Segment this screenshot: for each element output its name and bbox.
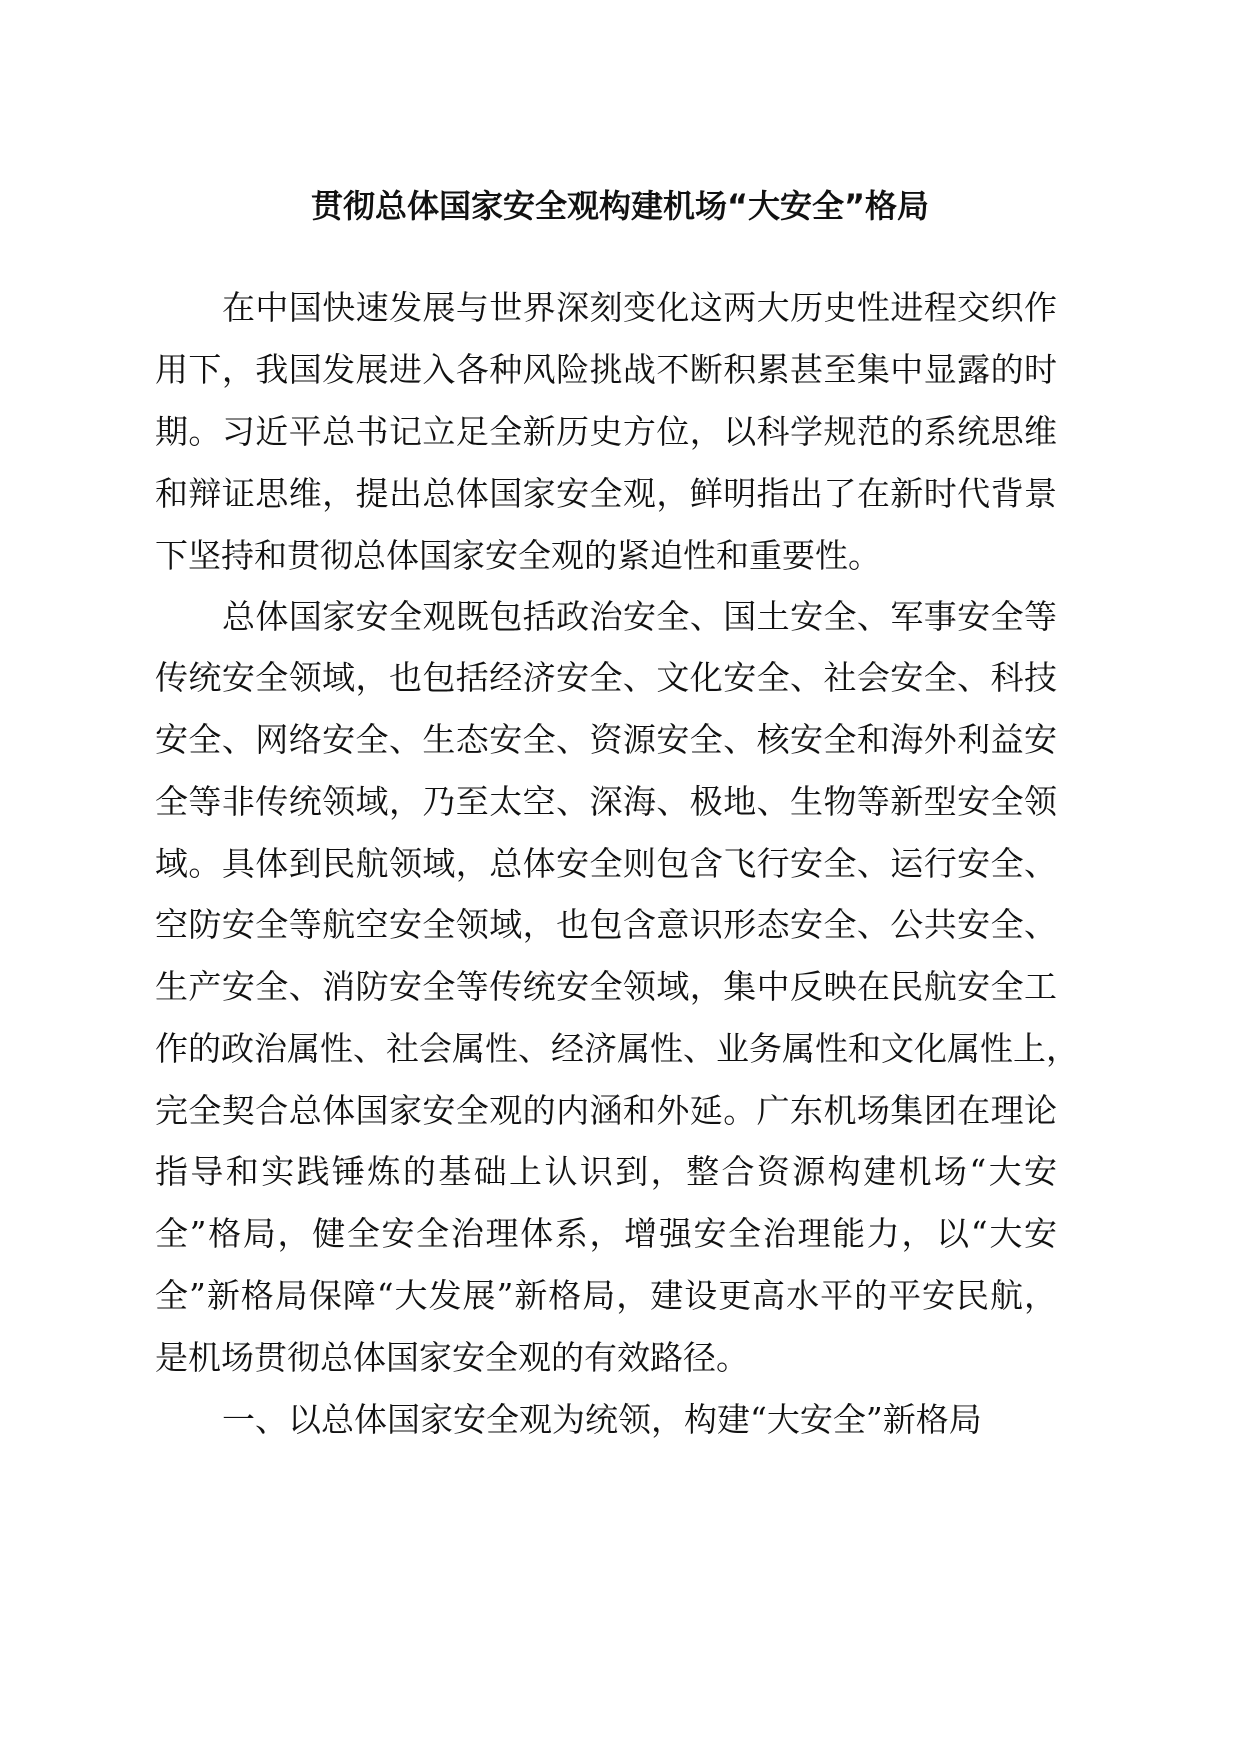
text-line-content: 全”新格局保障“大发展”新格局，建设更高水平的平安民航， [155,1276,1057,1315]
text-line [0,1326,1240,1390]
text-line-content: 生产安全、消防安全等传统安全领域，集中反映在民航安全工 [155,967,1057,1006]
text-line-content: 作的政治属性、社会属性、经济属性、业务属性和文化属性上， [155,1029,1079,1068]
text-line-content: 完全契合总体国家安全观的内涵和外延。广东机场集团在理论 [155,1091,1057,1130]
text-line [0,1079,1240,1143]
text-line [0,462,1240,526]
text-line [0,1202,1240,1266]
text-line-content: 在中国快速发展与世界深刻变化这两大历史性进程交织作 [222,288,1057,327]
text-line [0,955,1240,1019]
text-line [0,400,1240,464]
text-line [0,338,1240,402]
text-line-content: 和辩证思维，提出总体国家安全观，鲜明指出了在新时代背景 [155,474,1057,513]
text-line-content: 期。习近平总书记立足全新历史方位，以科学规范的系统思维 [155,412,1057,451]
text-line-content: 全”格局，健全安全治理体系，增强安全治理能力，以“大安 [155,1214,1057,1253]
text-line-content: 全等非传统领域，乃至太空、深海、极地、生物等新型安全领 [155,782,1057,821]
text-line-content: 指导和实践锤炼的基础上认识到，整合资源构建机场“大安 [155,1152,1057,1191]
text-line-content: 传统安全领域，也包括经济安全、文化安全、社会安全、科技 [155,658,1057,697]
text-line [0,585,1240,649]
text-line [0,1140,1240,1204]
section-heading-text: 一、以总体国家安全观为统领，构建“大安全”新格局 [222,1400,982,1439]
text-line-content: 用下，我国发展进入各种风险挑战不断积累甚至集中显露的时 [155,350,1057,389]
text-line [0,646,1240,710]
text-line [0,770,1240,834]
text-line-content: 域。具体到民航领域，总体安全则包含飞行安全、运行安全、 [155,844,1057,883]
text-line-content: 下坚持和贯彻总体国家安全观的紧迫性和重要性。 [155,536,881,575]
text-line [0,524,1240,588]
document-title: 贯彻总体国家安全观构建机场“大安全”格局 [310,187,930,225]
text-line [0,1017,1240,1081]
section-heading [0,1388,1240,1452]
text-line-content: 空防安全等航空安全领域，也包含意识形态安全、公共安全、 [155,905,1057,944]
text-line [0,1264,1240,1328]
text-line [0,832,1240,896]
text-line [0,893,1240,957]
text-line [0,276,1240,340]
text-line-content: 总体国家安全观既包括政治安全、国土安全、军事安全等 [222,597,1057,636]
text-line-content: 是机场贯彻总体国家安全观的有效路径。 [155,1338,749,1377]
text-line-content: 安全、网络安全、生态安全、资源安全、核安全和海外利益安 [155,720,1057,759]
text-line [0,708,1240,772]
